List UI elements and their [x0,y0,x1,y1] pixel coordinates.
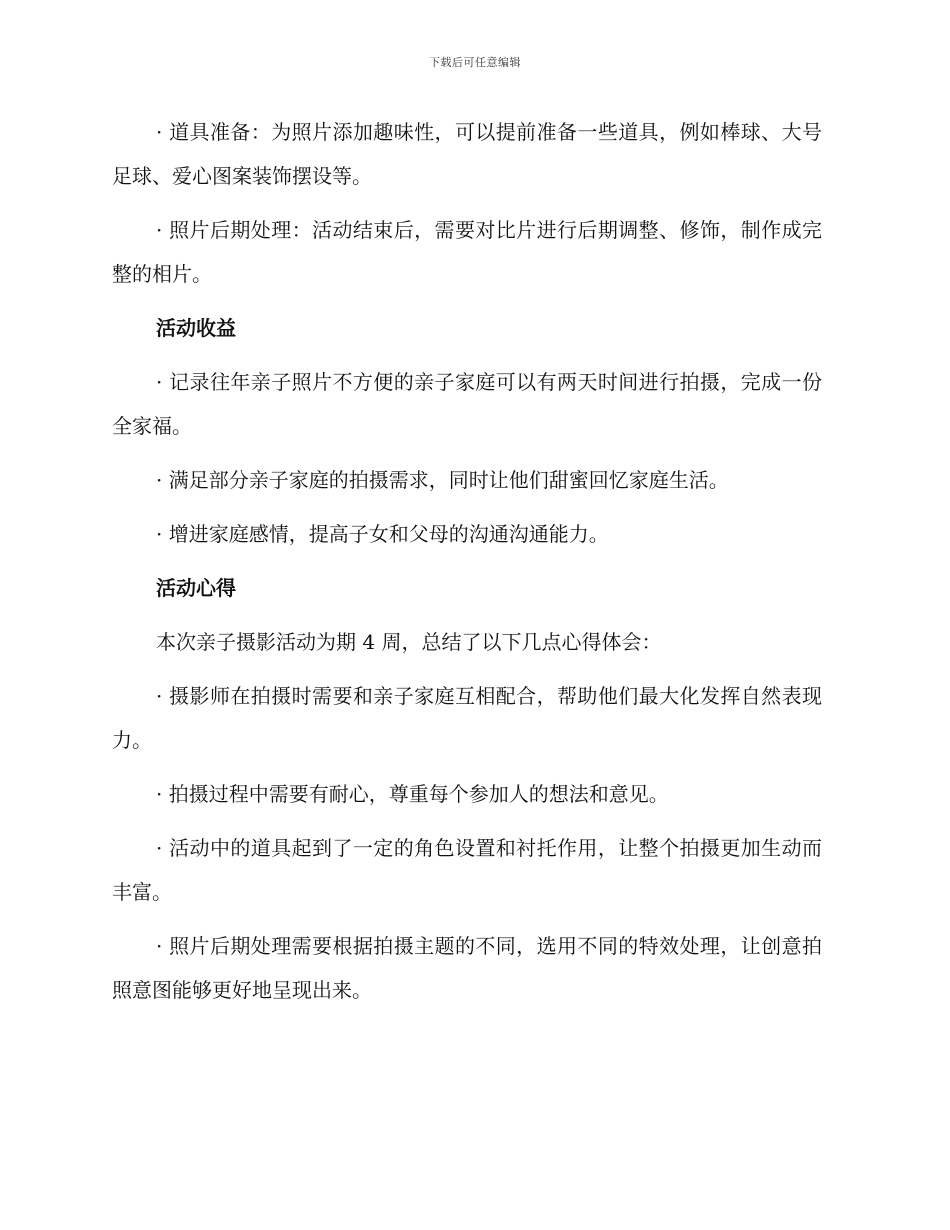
document-body [112,110,822,1022]
paragraph-benefit-family-photo: · 记录往年亲子照片不方便的亲子家庭可以有两天时间进行拍摄，完成一份全家福。 [112,370,822,438]
paragraph-benefit-shooting-needs: · 满足部分亲子家庭的拍摄需求，同时让他们甜蜜回忆家庭生活。 [156,468,729,492]
paragraph-takeaways-intro: 本次亲子摄影活动为期 4 周，总结了以下几点心得体会： [156,630,662,654]
paragraph-takeaway-props: · 活动中的道具起到了一定的角色设置和衬托作用，让整个拍摄更加生动而丰富。 [112,836,822,904]
paragraph-takeaway-effects: · 照片后期处理需要根据拍摄主题的不同，选用不同的特效处理，让创意拍照意图能够更好地呈现出来。 [112,934,822,1002]
paragraph-photo-post-processing: · 照片后期处理：活动结束后，需要对比片进行后期调整、修饰，制作成完整的相片。 [112,218,822,286]
paragraph-takeaway-cooperation: · 摄影师在拍摄时需要和亲子家庭互相配合，帮助他们最大化发挥自然表现力。 [112,684,822,752]
section-heading-benefits: 活动收益 [156,316,236,340]
section-heading-takeaways: 活动心得 [156,576,236,600]
paragraph-benefit-family-bond: · 增进家庭感情，提高子女和父母的沟通沟通能力。 [156,522,609,546]
paragraph-takeaway-patience: · 拍摄过程中需要有耐心，尊重每个参加人的想法和意见。 [156,782,669,806]
paragraph-props-preparation: · 道具准备：为照片添加趣味性，可以提前准备一些道具，例如棒球、大号足球、爱心图案装饰摆设等。 [112,120,822,188]
page-header: 下载后可任意编辑 [429,56,521,69]
